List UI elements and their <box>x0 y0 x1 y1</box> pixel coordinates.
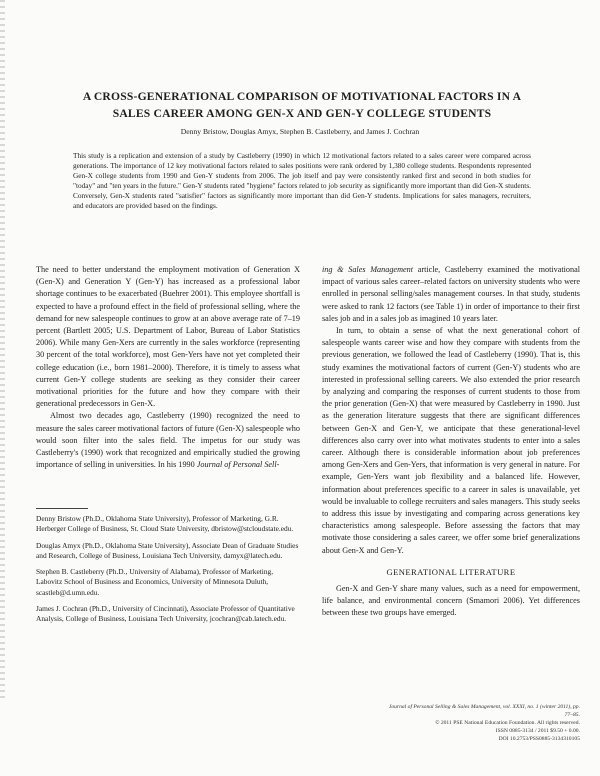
footer-doi: DOI 10.2753/PSS0885-3134310105 <box>498 736 580 742</box>
right-column <box>322 264 580 557</box>
author-note-castleberry: Stephen B. Castleberry (Ph.D., University of Alabama), Professor of Marketing, Labovitz School of Business and Economics, University of Minnesota Duluth, scastleb@d.umn.edu. <box>36 567 274 597</box>
intro-paragraph-2 <box>36 410 300 471</box>
abstract: This study is a replication and extension of a study by Castleberry (1990) in which 12 motivational factors related to a sales career were compared across generations. The importance of 12 key motivational factors related to sales positions were rank ordered by 1,380 college students. Respondents represented Gen-X college students from 1990 and Gen-Y students from 2006. The job itself and pay were consistently ranked first and second in both studies for "today" and "ten years in the future." Gen-Y students rated "hygiene" factors related to job security as significantly more important than did Gen-X students. Conversely, Gen-X students rated "satisfier" factors as significantly more important than did Gen-Y students. Implications for sales managers, recruiters, and educators are provided based on the findings. <box>73 151 531 211</box>
journal-name-part-1: Journal of Personal Sell- <box>196 460 280 470</box>
article-title <box>58 88 546 122</box>
footnote-rule <box>36 508 88 509</box>
body-paragraph-3: Gen-X and Gen-Y share many values, such as a need for empowerment, life balance, and environmental concern (Smamori 2006). Yet differences between these two groups have emerged. <box>322 584 580 618</box>
section-heading: GENERATIONAL LITERATURE <box>386 567 516 577</box>
intro-paragraph-1: The need to better understand the employment motivation of Generation X (Gen-X) and Generation Y (Gen-Y) has increased as a professional labor shortage continues to be exacerbated (Buehrer 2001). This employee shortfall is expected to have a profound effect in the field of professional selling, where the demand for new salespeople continues to grow at an above average rate of 7–19 percent (Bartlett 2005; U.S. Department of Labor, Bureau of Labor Statistics 2006). While many Gen-Xers are currently in the sales workforce (representing 30 percent of the total workforce), most Gen-Yers have not yet completed their college education (i.e., born 1981–2000). Therefore, it is timely to assess what current Gen-Y college students are seeking as they consider their career motivational priorities for the future and how they compare with their generational predecessors in Gen-X. <box>36 265 300 409</box>
right-column-lower <box>322 583 580 620</box>
journal-name-part-2: ing & Sales Management <box>322 265 413 274</box>
left-column <box>36 264 300 471</box>
footer-citation: Journal of Personal Selling & Sales Management, vol. XXXI, no. 1 (winter 2011), pp. 77–85. <box>388 704 580 718</box>
intro-paragraph-2-text: Almost two decades ago, Castleberry (1990) recognized the need to measure the sales career motivational factors of future (Gen-X) salespeople who would soon filter into the sales field. The impetus for our study was Castleberry's (1990) work that recognized and empirically studied the growing importance of selling in universities. In his 1990 <box>36 411 300 470</box>
body-paragraph-1 <box>322 264 580 325</box>
body-paragraph-2: In turn, to obtain a sense of what the next generational cohort of salespeople wants career wise and how they compare with students from the previous generation, we followed the lead of Castleberry (1990). That is, this study examines the motivational factors of current (Gen-Y) students who are interested in professional selling careers. We also extended the prior research by analyzing and comparing the responses of current students to those from the prior generation (Gen-X) that were measured by Castleberry in 1990. Just as the generation literature suggests that there are significant differences between Gen-X and Gen-Y, we anticipate that these generational-level differences also carry over into what motivates students to enter into a sales career. Although there is considerable information about job preferences among Gen-Xers and Gen-Yers, that information is very general in nature. For example, Gen-Yers want job flexibility and a balanced life. However, information about preferences specific to a career in sales is unavailable, yet would be invaluable to college recruiters and sales managers. This study seeks to address this issue by investigating and comparing across generations key characteristics among salespeople. Before assessing the factors that may motivate those considering a sales career, we offer some brief generalizations about Gen-X and Gen-Y. <box>322 326 580 555</box>
page-footer <box>380 703 580 743</box>
author-note-bristow: Denny Bristow (Ph.D., Oklahoma State University), Professor of Marketing, G.R. Herberger College of Business, St. Cloud State University, dbristow@stcloudstate.edu. <box>36 514 294 534</box>
footer-copyright: © 2011 PSE National Education Foundation. All rights reserved. <box>435 720 580 726</box>
body-paragraph-1-text: article, Castleberry examined the motivational impact of various sales career–related factors on university students who were enrolled in personal selling/sales management courses. In that study, students were asked to rank 12 factors (see Table 1) in order of importance to their first sales job and in a sales job as imagined 10 years later. <box>322 265 580 323</box>
author-note-cochran: James J. Cochran (Ph.D., University of Cincinnati), Associate Professor of Quantitative Analysis, College of Business, Louisiana Tech University, jcochran@cab.latech.edu. <box>36 604 295 624</box>
author-notes <box>36 514 300 631</box>
author-note-amyx: Douglas Amyx (Ph.D., Oklahoma State University), Associate Dean of Graduate Studies and Research, College of Business, Louisiana Tech University, damyx@latech.edu. <box>36 540 299 560</box>
footer-issn: ISSN 0885-3134 / 2011 $9.50 + 0.00. <box>495 728 580 734</box>
title-line-2: SALES CAREER AMONG GEN-X AND GEN-Y COLLEGE STUDENTS <box>112 107 492 120</box>
scan-edge-mark <box>0 0 5 700</box>
title-line-1: A CROSS-GENERATIONAL COMPARISON OF MOTIVATIONAL FACTORS IN A <box>82 90 522 103</box>
author-line: Denny Bristow, Douglas Amyx, Stephen B. Castleberry, and James J. Cochran <box>180 127 420 136</box>
